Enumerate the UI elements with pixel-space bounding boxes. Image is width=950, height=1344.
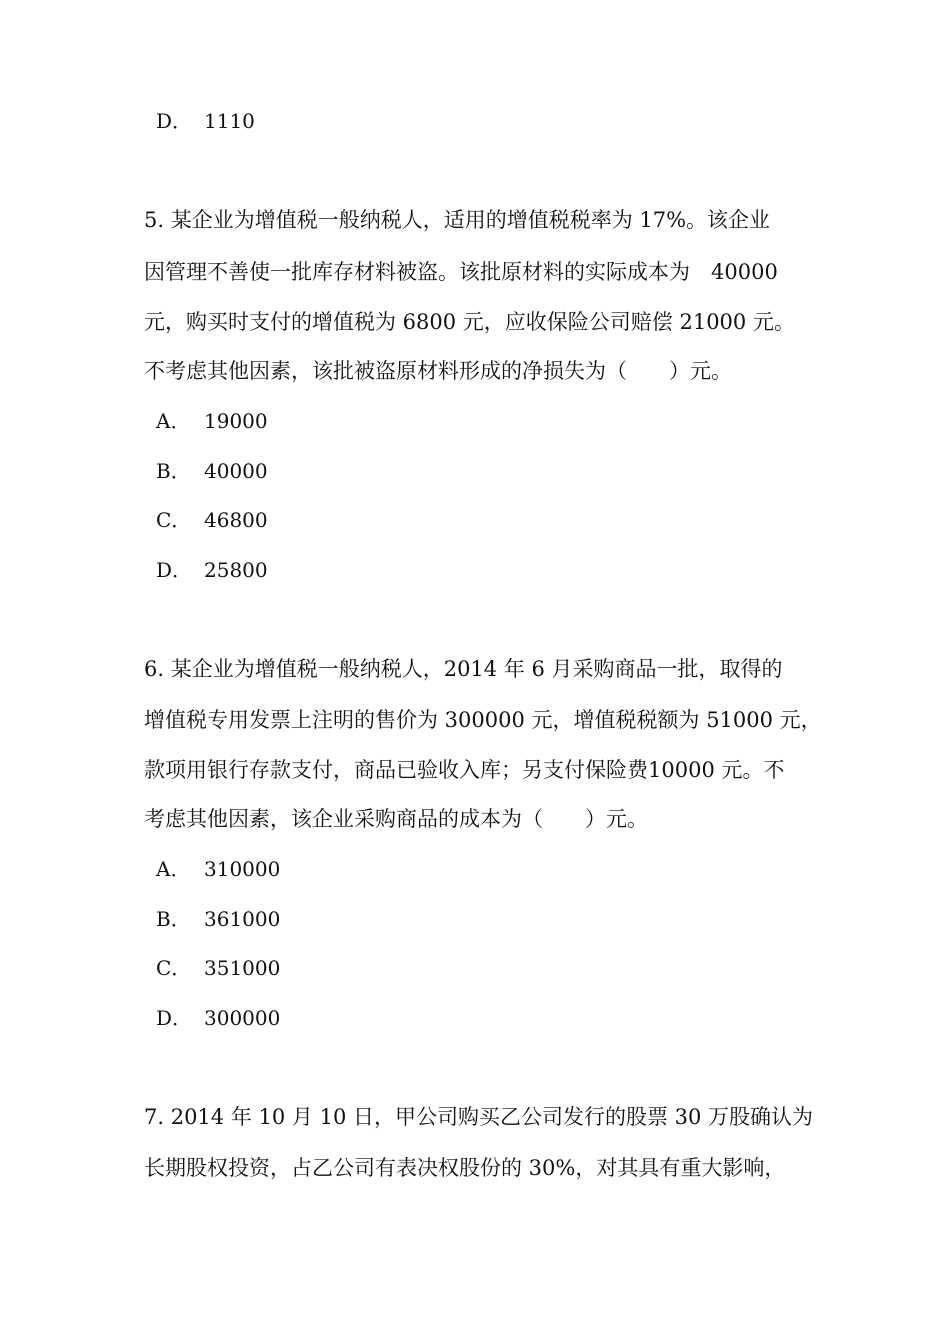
option-a [156,408,268,434]
question-line: 考虑其他因素，该企业采购商品的成本为（ ）元。 [144,807,648,831]
option-value: 361000 [204,907,281,931]
question-line: 长期股权投资，占乙公司有表决权股份的 30%，对其具有重大影响， [144,1156,786,1180]
question-line: 元，购买时支付的增值税为 6800 元，应收保险公司赔偿 21000 元。 [144,310,795,334]
option-letter: D． [156,558,193,582]
option-c [156,955,280,981]
option-value: 1110 [204,109,255,133]
option-value: 19000 [204,409,268,433]
option-value: 25800 [204,558,268,582]
option-letter: C． [156,508,192,532]
option-letter: B． [156,907,191,931]
option-c [156,507,268,533]
question-line: 因管理不善使一批库存材料被盗。该批原材料的实际成本为 40000 [144,260,778,284]
question-line: 增值税专用发票上注明的售价为 300000 元，增值税税额为 51000 元， [144,708,822,732]
option-value: 310000 [204,857,281,881]
question-line: 7. 2014 年 10 月 10 日，甲公司购买乙公司发行的股票 30 万股确认为 [144,1105,814,1129]
option-value: 300000 [204,1006,281,1030]
option-d [156,557,268,583]
option-d [156,1005,280,1031]
option-letter: A． [156,409,191,433]
option-a [156,856,280,882]
option-letter: C． [156,956,192,980]
option-letter: A． [156,857,191,881]
option-value: 40000 [204,459,268,483]
option-b [156,458,268,484]
option-d-prev [156,108,255,134]
question-line: 款项用银行存款支付，商品已验收入库；另支付保险费10000 元。不 [144,758,785,782]
option-letter: B． [156,459,191,483]
question-line: 5. 某企业为增值税一般纳税人，适用的增值税税率为 17%。该企业 [144,208,771,232]
option-letter: D． [156,109,193,133]
question-line: 6. 某企业为增值税一般纳税人，2014 年 6 月采购商品一批，取得的 [144,657,783,681]
option-value: 351000 [204,956,281,980]
option-b [156,906,280,932]
option-letter: D． [156,1006,193,1030]
question-line: 不考虑其他因素，该批被盗原材料形成的净损失为（ ）元。 [144,359,732,383]
option-value: 46800 [204,508,268,532]
